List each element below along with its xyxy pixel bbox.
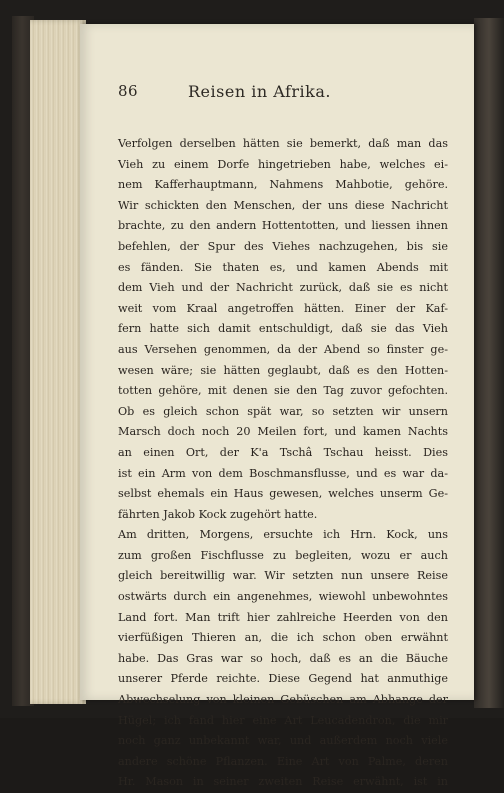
text-line: vierfüßigen Thieren an, die ich schon oben erwähnt [118, 631, 448, 645]
text-line: unserer Pferde reichte. Diese Gegend hat anmuthige [118, 672, 448, 686]
text-line: Marsch doch noch 20 Meilen fort, und kamen Nachts [118, 425, 448, 439]
text-line: noch ganz unbekannt war, und außerdem noch viele [118, 734, 448, 748]
text-line: aus Versehen genommen, da der Abend so finster ge- [118, 342, 448, 356]
text-line: totten gehöre, mit denen sie den Tag zuvor gefochten. [118, 384, 448, 398]
text-line: Verfolgen derselben hätten sie bemerkt, daß man das [118, 137, 448, 150]
next-page-edge [474, 18, 504, 708]
text-line: Wir schickten den Menschen, der uns diese Nachricht [118, 198, 448, 212]
text-line: Hr. Mason in seiner zweiten Reise erwähnt, ist in [118, 775, 448, 789]
text-line: ostwärts durch ein angenehmes, wiewohl unbewohntes [118, 590, 448, 604]
page-edges [30, 20, 86, 704]
text-line: dem Vieh und der Nachricht zurück, daß sie es nicht [118, 281, 448, 295]
page-number: 86 [118, 82, 139, 100]
text-line: fährten Jakob Kock zugehört hatte. [118, 507, 318, 521]
text-line: befehlen, der Spur des Viehes nachzugehen, bis sie [118, 239, 448, 253]
text-line: andere schöne Pflanzen. Eine Art von Palme, deren [118, 754, 448, 768]
text-line: fern hatte sich damit entschuldigt, daß sie das Vieh [118, 322, 448, 336]
book-page [80, 24, 474, 789]
text-line: Abwechselung von kleinen Gebüschen am Abhange der [118, 693, 448, 707]
text-line: Hügel; ich fand hier eine Art Leucadendron, die mir [118, 713, 448, 727]
text-line: Land fort. Man trift hier zahlreiche Heerden von den [118, 610, 448, 624]
page-header [118, 82, 448, 106]
text-line: wesen wäre; sie hätten geglaubt, daß es den Hotten- [118, 363, 448, 377]
body-text [118, 134, 448, 793]
text-line: an einen Ort, der K'a Tschâ Tschau heisst. Dies [118, 445, 448, 459]
text-line: Ob es gleich schon spät war, so setzten wir unsern [118, 404, 448, 418]
text-line: es fänden. Sie thaten es, und kamen Abends mit [118, 260, 448, 274]
running-title: Reisen in Afrika. [188, 82, 331, 101]
text-line: zum großen Fischflusse zu begleiten, wozu er auch [118, 548, 448, 562]
text-line: Am dritten, Morgens, ersuchte ich Hrn. Kock, uns [118, 528, 448, 542]
text-line: ist ein Arm von dem Boschmansflusse, und es war da- [118, 466, 448, 480]
text-line: nem Kafferhauptmann, Nahmens Mahbotie, gehöre. [118, 178, 448, 192]
text-line: Vieh zu einem Dorfe hingetrieben habe, welches ei- [118, 157, 448, 171]
text-line: habe. Das Gras war so hoch, daß es an die Bäuche [118, 651, 448, 665]
text-line: weit vom Kraal angetroffen hätten. Einer der Kaf- [118, 301, 448, 315]
text-line: brachte, zu den andern Hottentotten, und liessen ihnen [118, 219, 448, 233]
text-line: gleich bereitwillig war. Wir setzten nun unsere Reise [118, 569, 448, 583]
text-line: selbst ehemals ein Haus gewesen, welches unserm Ge- [118, 487, 448, 501]
